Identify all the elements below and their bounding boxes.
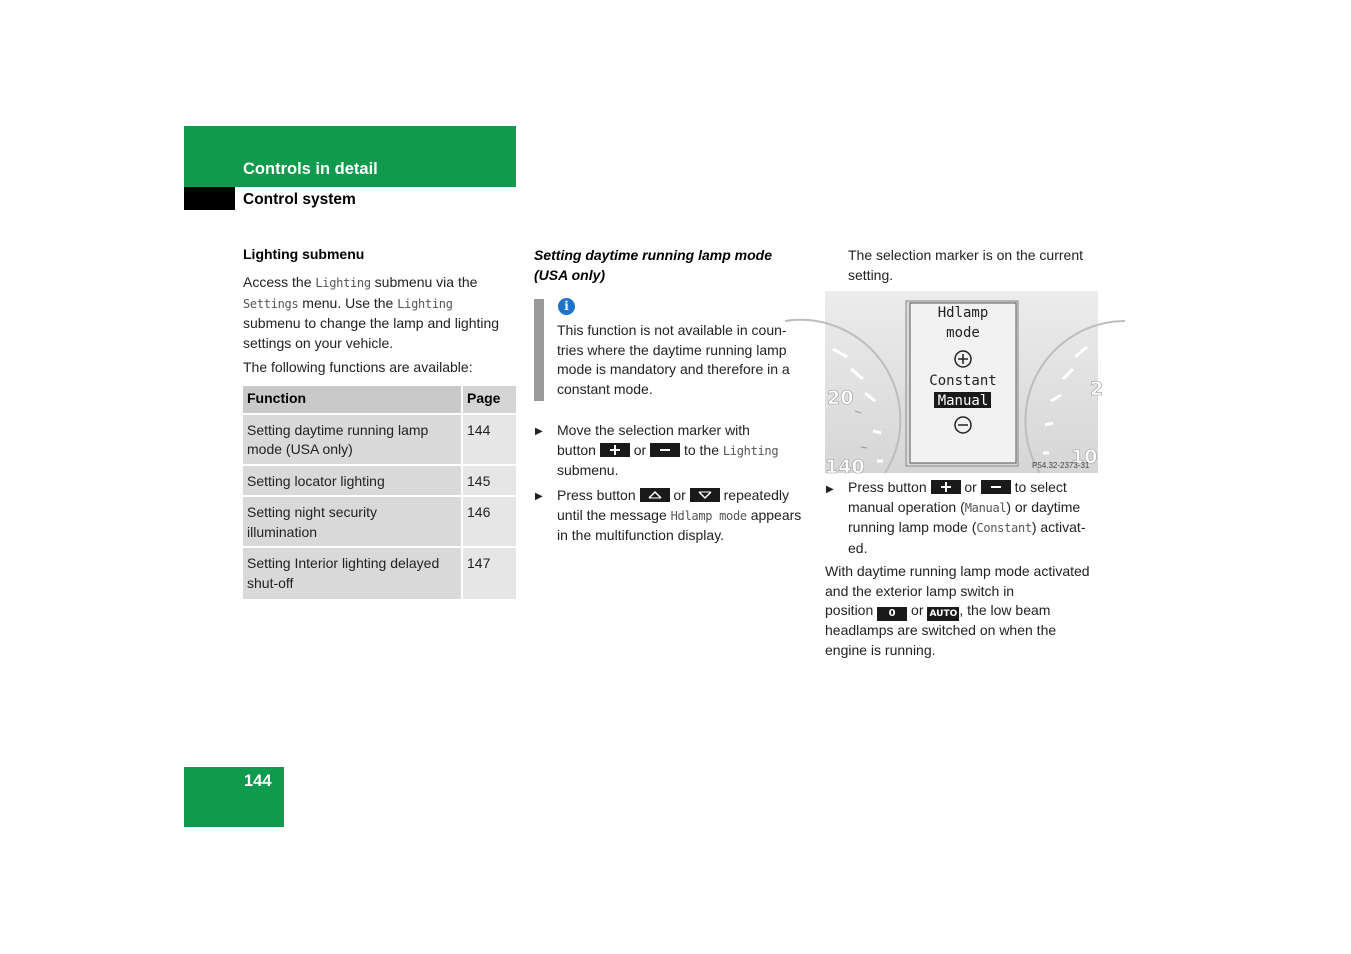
table-row: Setting Interior lighting delayed shut-off 147 <box>243 547 516 599</box>
intro-paragraph: Access the Lighting submenu via the Settings menu. Use the Lighting submenu to change the lamp and lighting settings on your vehicle. <box>243 274 500 351</box>
functions-table <box>243 386 516 599</box>
table-row: Setting night security illumination 146 <box>243 496 516 547</box>
table-row: Setting locator lighting 145 <box>243 465 516 497</box>
display-option-manual-selected: Manual <box>937 393 989 409</box>
up-arrow-button-icon <box>640 488 670 502</box>
info-note: This function is not available in coun- tries where the daytime running lamp mode is mandatory and therefore in a constant mode. <box>557 322 790 397</box>
image-reference-code: P54.32-2373-31 <box>1032 461 1090 470</box>
minus-button-icon <box>981 480 1011 494</box>
multifunction-display-image <box>825 291 1104 478</box>
gauge-label-right-top: 2 <box>1090 378 1104 400</box>
step-press-arrows: Press button or repeatedly until the message Hdlamp mode appears in the multifunction display. <box>557 487 802 543</box>
functions-intro: The following functions are available: <box>243 359 473 375</box>
display-line-hdlamp: Hdlamp <box>937 305 989 321</box>
page-number: 144 <box>244 772 272 790</box>
daytime-lamp-explanation: With daytime running lamp mode activated and the exterior lamp switch in position 0 or AUTO , the low beam headlamps are switched on when the engine is running. <box>825 563 1090 658</box>
column-header-page: Page <box>462 386 516 414</box>
table-row: Setting daytime running lamp mode (USA only) 144 <box>243 414 516 465</box>
bullet-arrow-icon: ▶ <box>535 426 543 437</box>
subsection-title: Control system <box>243 191 356 208</box>
selection-marker-note: The selection marker is on the current setting. <box>848 247 1083 283</box>
subsection-marker <box>184 187 235 210</box>
column-header-function: Function <box>243 386 462 414</box>
gauge-label-right-bottom: 10 <box>1071 446 1098 468</box>
display-option-constant: Constant <box>929 373 997 389</box>
info-note-bar <box>534 299 544 401</box>
table-header-row <box>243 386 516 414</box>
switch-position-0-icon: 0 <box>877 607 907 621</box>
gauge-label-left-bottom: 140 <box>825 456 865 478</box>
daytime-lamp-section-title: Setting daytime running lamp mode (USA only) <box>534 247 773 283</box>
lighting-submenu-title: Lighting submenu <box>243 246 365 262</box>
gauge-label-left-top: 20 <box>827 387 854 409</box>
section-title: Controls in detail <box>243 160 378 178</box>
bullet-arrow-icon: ▶ <box>826 484 834 495</box>
minus-button-icon <box>650 443 680 457</box>
info-icon: i <box>558 298 575 315</box>
plus-button-icon <box>931 480 961 494</box>
down-arrow-button-icon <box>690 488 720 502</box>
bullet-arrow-icon: ▶ <box>535 491 543 502</box>
display-line-mode: mode <box>946 325 980 341</box>
step-move-marker: Move the selection marker with button or to the Lighting submenu. <box>557 422 779 478</box>
step-select-mode: Press button or to select manual operation (Manual) or daytime running lamp mode (Constant) activat- ed. <box>848 479 1086 556</box>
plus-button-icon <box>600 443 630 457</box>
instrument-cluster-graphic <box>825 291 1104 478</box>
switch-position-auto-icon: AUTO <box>927 607 959 621</box>
